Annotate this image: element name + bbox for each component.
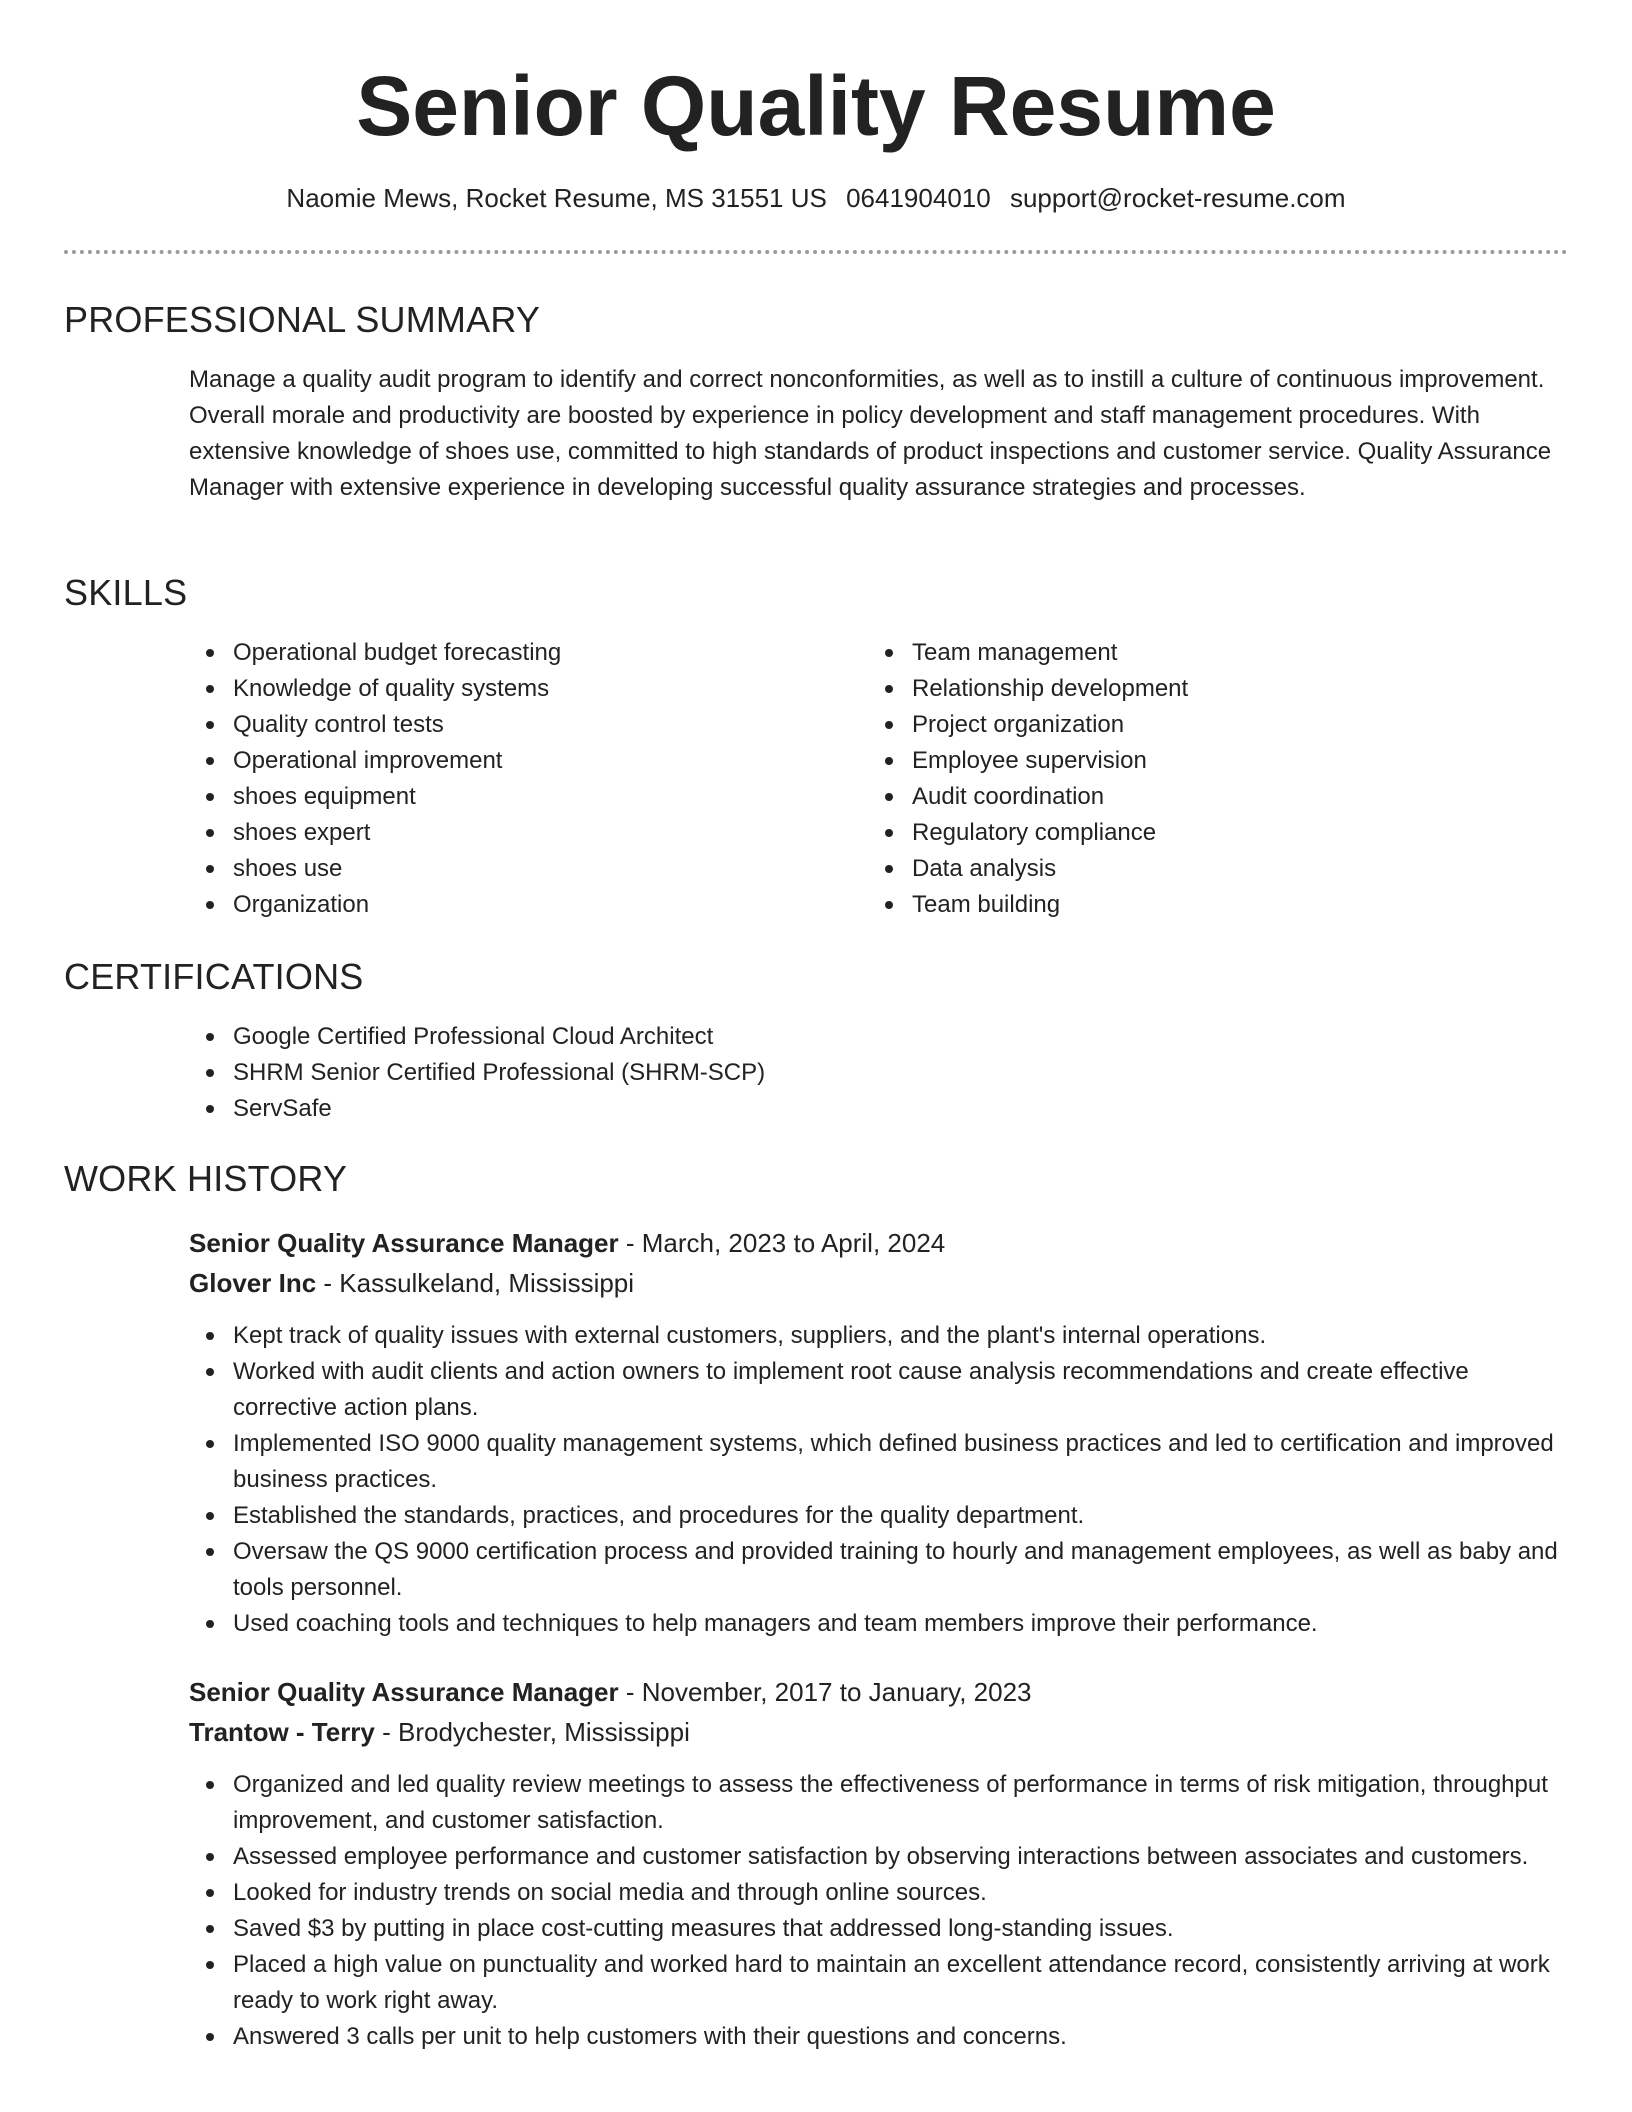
job-bullet: Used coaching tools and techniques to help managers and team members improve their performance. bbox=[189, 1606, 1559, 1642]
job-bullet: Assessed employee performance and customer satisfaction by observing interactions between associates and customers. bbox=[189, 1839, 1559, 1875]
job-bullet: Answered 3 calls per unit to help customers with their questions and concerns. bbox=[189, 2019, 1559, 2055]
job-location: - Kassulkeland, Mississippi bbox=[316, 1268, 635, 1298]
skill-item: Operational budget forecasting bbox=[189, 635, 809, 671]
job-bullet: Worked with audit clients and action owners to implement root cause analysis recommendations and create effective corrective action plans. bbox=[189, 1354, 1559, 1426]
skill-item: Project organization bbox=[868, 707, 1488, 743]
skill-item: Team management bbox=[868, 635, 1488, 671]
skill-item: shoes equipment bbox=[189, 779, 809, 815]
job-title: Senior Quality Assurance Manager bbox=[189, 1228, 619, 1258]
contact-phone: 0641904010 bbox=[846, 183, 991, 213]
certifications-heading: CERTIFICATIONS bbox=[64, 956, 364, 997]
job-bullet: Placed a high value on punctuality and worked hard to maintain an excellent attendance record, consistently arriving at work ready to work right away. bbox=[189, 1947, 1559, 2019]
skill-item: Organization bbox=[189, 887, 809, 923]
skill-item: Data analysis bbox=[868, 851, 1488, 887]
job-bullet: Saved $3 by putting in place cost-cutting measures that addressed long-standing issues. bbox=[189, 1911, 1559, 1947]
job-company: Glover Inc bbox=[189, 1268, 317, 1298]
job-bullets bbox=[189, 1767, 1559, 2055]
skills-list-left bbox=[189, 635, 809, 923]
certification-item: Google Certified Professional Cloud Architect bbox=[189, 1019, 1559, 1055]
job-title-line bbox=[189, 1223, 1559, 1263]
skill-item: Regulatory compliance bbox=[868, 815, 1488, 851]
job-dates: - November, 2017 to January, 2023 bbox=[618, 1677, 1032, 1707]
job-company: Trantow - Terry bbox=[189, 1717, 375, 1747]
summary-heading: PROFESSIONAL SUMMARY bbox=[64, 299, 541, 340]
skill-item: Team building bbox=[868, 887, 1488, 923]
certification-item: SHRM Senior Certified Professional (SHRM-SCP) bbox=[189, 1055, 1559, 1091]
skills-list-right bbox=[868, 635, 1488, 923]
skill-item: shoes expert bbox=[189, 815, 809, 851]
certification-item: ServSafe bbox=[189, 1091, 1559, 1127]
job-company-line bbox=[189, 1263, 1559, 1303]
work-history-heading: WORK HISTORY bbox=[64, 1158, 348, 1199]
job-title: Senior Quality Assurance Manager bbox=[189, 1677, 619, 1707]
job-bullet: Established the standards, practices, and procedures for the quality department. bbox=[189, 1498, 1559, 1534]
skill-item: Operational improvement bbox=[189, 743, 809, 779]
job-bullet: Looked for industry trends on social media and through online sources. bbox=[189, 1875, 1559, 1911]
certifications-list bbox=[189, 1019, 1559, 1127]
job-company-line bbox=[189, 1712, 1559, 1752]
job-bullet: Kept track of quality issues with external customers, suppliers, and the plant's internal operations. bbox=[189, 1318, 1559, 1354]
skill-item: Quality control tests bbox=[189, 707, 809, 743]
header-divider bbox=[64, 250, 1568, 254]
job-title-line bbox=[189, 1672, 1559, 1712]
summary-text: Manage a quality audit program to identify and correct nonconformities, as well as to instill a culture of continuous improvement. Overall morale and productivity are boosted by experience in policy development and staff management procedures. With extensive knowledge of shoes use, committed to high standards of product inspections and customer service. Quality Assurance Manager with extensive experience in developing successful quality assurance strategies and processes. bbox=[189, 366, 1552, 501]
job-bullet: Oversaw the QS 9000 certification process and provided training to hourly and management employees, as well as baby and tools personnel. bbox=[189, 1534, 1559, 1606]
resume-title: Senior Quality Resume bbox=[356, 59, 1276, 153]
contact-address: Naomie Mews, Rocket Resume, MS 31551 US bbox=[286, 183, 827, 213]
job-bullets bbox=[189, 1318, 1559, 1642]
skill-item: Employee supervision bbox=[868, 743, 1488, 779]
job-location: - Brodychester, Mississippi bbox=[374, 1717, 690, 1747]
job-bullet: Organized and led quality review meetings to assess the effectiveness of performance in terms of risk mitigation, throughput improvement, and customer satisfaction. bbox=[189, 1767, 1559, 1839]
job-dates: - March, 2023 to April, 2024 bbox=[618, 1228, 946, 1258]
skills-heading: SKILLS bbox=[64, 572, 188, 613]
job-bullet: Implemented ISO 9000 quality management systems, which defined business practices and led to certification and improved business practices. bbox=[189, 1426, 1559, 1498]
skill-item: Knowledge of quality systems bbox=[189, 671, 809, 707]
skill-item: shoes use bbox=[189, 851, 809, 887]
skill-item: Relationship development bbox=[868, 671, 1488, 707]
contact-line bbox=[0, 180, 1632, 216]
contact-email: support@rocket-resume.com bbox=[1009, 183, 1346, 213]
skill-item: Audit coordination bbox=[868, 779, 1488, 815]
